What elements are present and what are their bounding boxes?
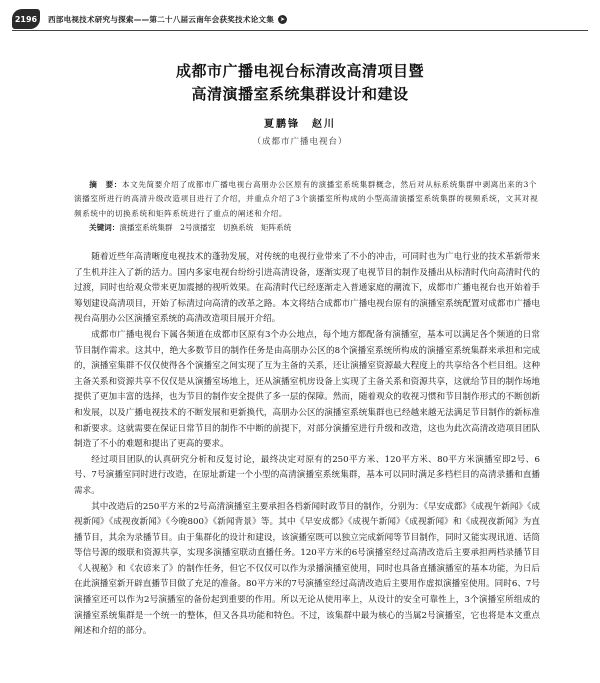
page-number-badge: 2196: [12, 9, 40, 29]
body-paragraph: 随着近些年高清晰度电视技术的蓬勃发展，对传统的电视行业带来了不小的冲击，可同时也为广电行业的技术革新带来了生机并注入了新的活力。国内多家电视台纷纷引进高清设备，逐渐实现了电视节目的制作及播出从标清时代向高清时代的过渡，同时也给观众带来更加震撼的视听效果。在高清时代已经逐渐走入普通家庭的潮流下，成都市广播电视台也开始着手筹划建设高清项目，开始了标清过向高清的改革之路。本文将结合成都市广播电视台原有的演播室系统配置对成都市广播电视台高朋办公区演播室系统的高清改造项目展开介绍。: [74, 252, 540, 325]
body-paragraph: 其中改造后的250平方米的2号高清演播室主要承担各档新闻时政节目的制作，分别为：《早安成都》《成视午新闻》《成视新闻》《成视夜新闻》《今晚800》《新闻背景》等。其中《早安成都》《成视午新闻》《成视新闻》和《成视夜新闻》为直播节目，其余为录播节目。由于集群化的设计和建设，该演播室既可以独立完成新闻等节目制作，同时又能实现讯道、话筒等信号源的级联和资源共享，实现多演播室联动直播任务。120平方米的6号演播室经过高清改造后主要承担两档录播节目《人视秘》和《农谚来了》的制作任务，但它不仅仅可以作为录播演播室使用，同时也具备直播演播室的基本功能，为日后在此演播室新开辟直播节目做了充足的准备。80平方米的7号演播室经过高清改造后主要用作虚拟演播室使用。同时6、7号演播室还可以作为2号演播室的备份起到重要的作用。所以无论从使用率上，从设计的安全可靠性上，3个演播室所组成的演播室系统集群是一个统一的整体，但又各具功能和特色。不过，该集群中最为核心的当属2号演播室，它也将是本文重点阐述和介绍的部分。: [74, 501, 540, 637]
body-paragraph: 经过项目团队的认真研究分析和反复讨论，最终决定对原有的250平方米、120平方米、80平方米演播室即2号、6号、7号演播室同时进行改造，在原址新建一个小型的高清演播室系统集群，基本可以同时满足多档栏目的高清录播和直播需求。: [74, 454, 540, 496]
body-text: [74, 250, 540, 640]
keywords-text: 演播室系统集群 2号演播室 切换系统 矩阵系统: [119, 223, 292, 232]
author-affiliation: （成都市广播电视台）: [252, 137, 348, 147]
arrow-right-icon: ➤: [280, 15, 286, 23]
abstract: [74, 178, 540, 221]
abstract-text: 本文先简要介绍了成都市广播电视台高朋办公区原有的演播室系统集群概念，然后对从标系统集群中剥离出来的3个演播室所进行的高清升级改造项目进行了介绍，并重点介绍了3个演播室所构成的小型高清演播室系统集群的视频系统，文其对视频系统中的切换系统和矩阵系统进行了重点的阐述和介绍。: [74, 180, 539, 218]
paper-authors: 夏鹏锋 赵川: [264, 119, 336, 130]
keywords: [74, 222, 540, 233]
body-paragraph: 成都市广播电视台下属各频道在成都市区原有3个办公地点，每个地方都配备有演播室，基本可以满足各个频道的日常节目制作需求。这其中，绝大多数节目的制作任务是由高朋办公区的8个演播室系统所构成的演播室系统集群来承担和完成的，演播室集群不仅仅使得各个演播室之间实现了互为主备的关系，还让演播室资源最大程度上的共享给各个栏目组。这种主备关系和资源共享不仅仅是从演播室场地上，还从演播室机房设备上实现了主备关系和资源共享，这就给节目的制作场地提供了更加丰富的选择，也为节目的制作安全提供了多一层的保障。然而，随着观众的收视习惯和节目制作形式的不断创新和发展，以及广播电视技术的不断发展和更新换代，高朋办公区的演播室系统集群也已经越来越无法满足节目制作的新标准和新要求。这就需要在保证日常节目的制作不中断的前提下，对部分演播室进行升级和改造，这也为此次高清改造项目团队制造了不小的难题和提出了更高的要求。: [74, 329, 540, 450]
running-header: [12, 8, 588, 30]
paper-title-line-1: 成都市广播电视台标清改高清项目暨: [175, 62, 424, 80]
abstract-label: 摘 要：: [89, 180, 122, 189]
running-head-text: 西部电视技术研究与探索——第二十八届云南年会获奖技术论文集: [48, 14, 275, 24]
paper-title-line-2: 高清演播室系统集群设计和建设: [191, 85, 409, 103]
keywords-label: 关键词：: [89, 223, 120, 232]
header-divider: [12, 30, 588, 31]
